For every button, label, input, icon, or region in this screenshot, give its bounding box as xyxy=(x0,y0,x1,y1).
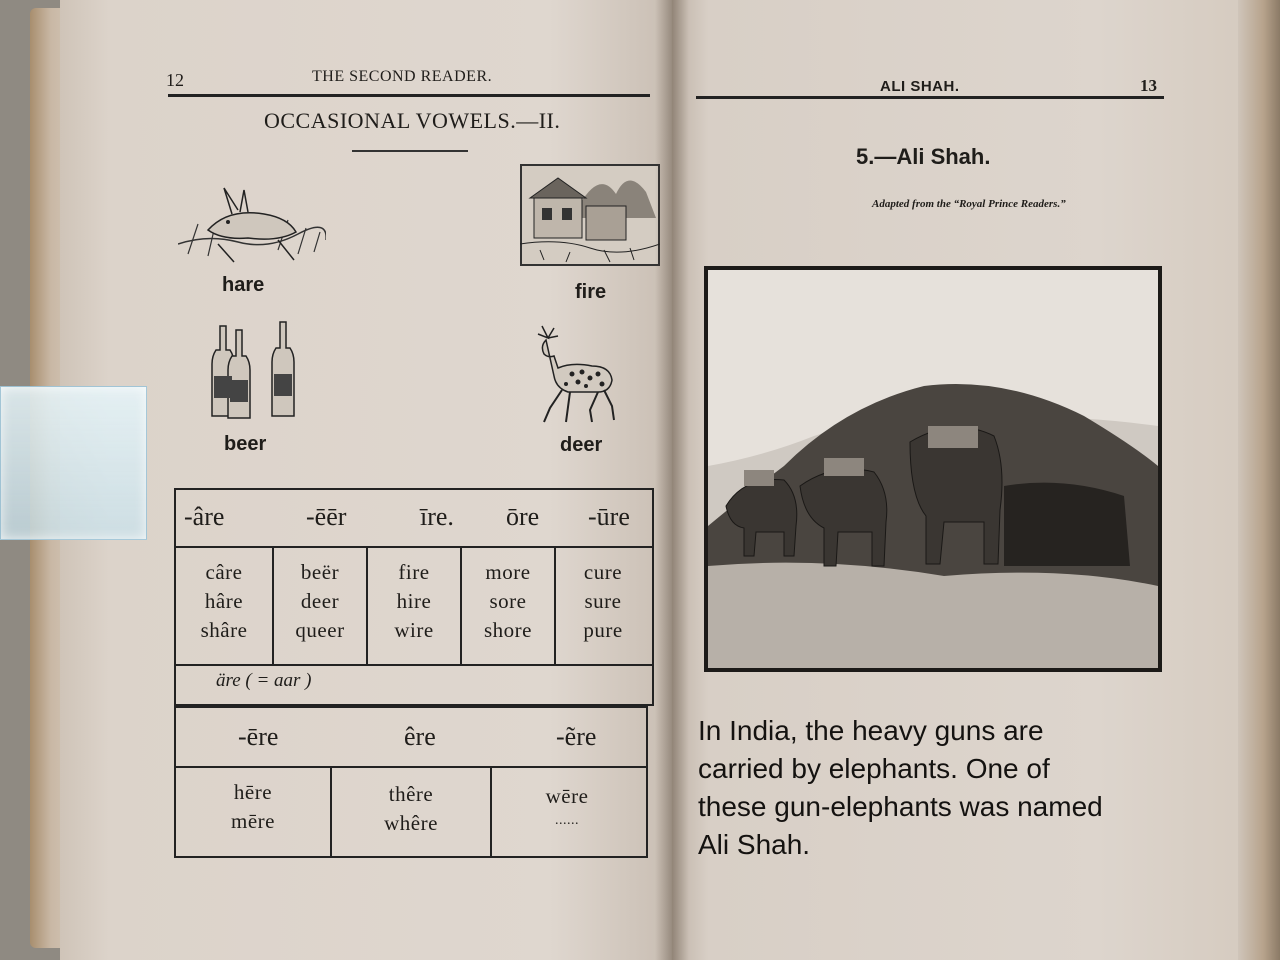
elephants-photo xyxy=(704,266,1162,672)
table1-word: pure xyxy=(583,618,623,642)
table2-header-2: êre xyxy=(404,722,436,751)
table2-column-1 xyxy=(176,778,330,836)
table1-word: beër xyxy=(300,560,340,584)
table1-word: deer xyxy=(300,589,340,613)
table1-header-2: -ēēr xyxy=(306,502,347,531)
body-line: carried by elephants. One of xyxy=(698,753,1050,784)
lesson-title-left: OCCASIONAL VOWELS.—II. xyxy=(264,108,561,133)
fire-house-icon xyxy=(520,164,660,266)
book-gutter xyxy=(655,0,689,960)
vowel-table-1 xyxy=(174,488,654,706)
table1-word: queer xyxy=(295,618,345,642)
table1-note: äre ( = aar ) xyxy=(216,670,312,691)
book-edge-right xyxy=(1238,0,1280,960)
hare-icon xyxy=(178,184,326,266)
picture-word-hare: hare xyxy=(222,274,265,296)
table1-word: hire xyxy=(396,589,432,613)
table1-column-1 xyxy=(176,558,272,645)
table2-word: wēre xyxy=(545,784,589,808)
table1-column-5 xyxy=(556,558,650,645)
table1-word: wire xyxy=(394,618,434,642)
page-number-left: 12 xyxy=(166,70,184,90)
table1-column-3 xyxy=(368,558,460,645)
table1-note-rule xyxy=(176,664,652,666)
lesson-title-right: 5.—Ali Shah. xyxy=(856,144,991,169)
table1-word: cure xyxy=(583,560,623,584)
table2-word: mēre xyxy=(231,809,275,833)
running-head-left: THE SECOND READER. xyxy=(312,68,493,85)
table1-header-rule xyxy=(176,546,652,548)
table1-header-1: -âre xyxy=(184,502,225,531)
table2-word: whêre xyxy=(384,811,438,835)
header-rule-right xyxy=(696,96,1164,99)
table1-header-3: īre. xyxy=(420,502,454,531)
table2-header-rule xyxy=(176,766,646,768)
deer-icon xyxy=(528,322,620,426)
table1-header-4: ōre xyxy=(506,502,540,531)
table1-column-4 xyxy=(462,558,554,645)
table2-word: hēre xyxy=(233,780,273,804)
picture-word-fire: fire xyxy=(575,281,607,303)
table1-header-5: -ūre xyxy=(588,502,630,531)
table2-word: ...... xyxy=(555,813,579,828)
table1-word: shore xyxy=(484,618,532,642)
table1-word: câre xyxy=(205,560,243,584)
table2-word: thêre xyxy=(388,782,434,806)
beer-bottles-icon xyxy=(210,320,300,420)
table2-header-3: -ẽre xyxy=(556,722,597,751)
table2-column-3 xyxy=(492,782,642,831)
acrylic-block xyxy=(0,386,147,540)
table1-word: sore xyxy=(489,589,527,613)
table1-word: hâre xyxy=(204,589,244,613)
show-through-text xyxy=(330,160,457,192)
source-credit: Adapted from the “Royal Prince Readers.” xyxy=(872,198,1066,210)
picture-word-deer: deer xyxy=(560,434,603,456)
lesson-body xyxy=(698,712,1170,864)
page-number-right: 13 xyxy=(1140,76,1157,95)
table2-column-2 xyxy=(332,780,490,838)
table1-column-2 xyxy=(274,558,366,645)
table1-word: shâre xyxy=(200,618,248,642)
picture-word-beer: beer xyxy=(224,433,267,455)
table1-word: sure xyxy=(584,589,622,613)
header-rule-left xyxy=(168,94,650,97)
body-line: In India, the heavy guns are xyxy=(698,715,1044,746)
body-line: these gun-elephants was named xyxy=(698,791,1103,822)
body-line: Ali Shah. xyxy=(698,829,811,860)
title-underline xyxy=(352,150,468,152)
vowel-table-2 xyxy=(174,706,648,858)
running-head-right: ALI SHAH. xyxy=(880,78,960,95)
table2-header-1: -ēre xyxy=(238,722,279,751)
table1-word: fire xyxy=(398,560,430,584)
table1-word: more xyxy=(485,560,531,584)
